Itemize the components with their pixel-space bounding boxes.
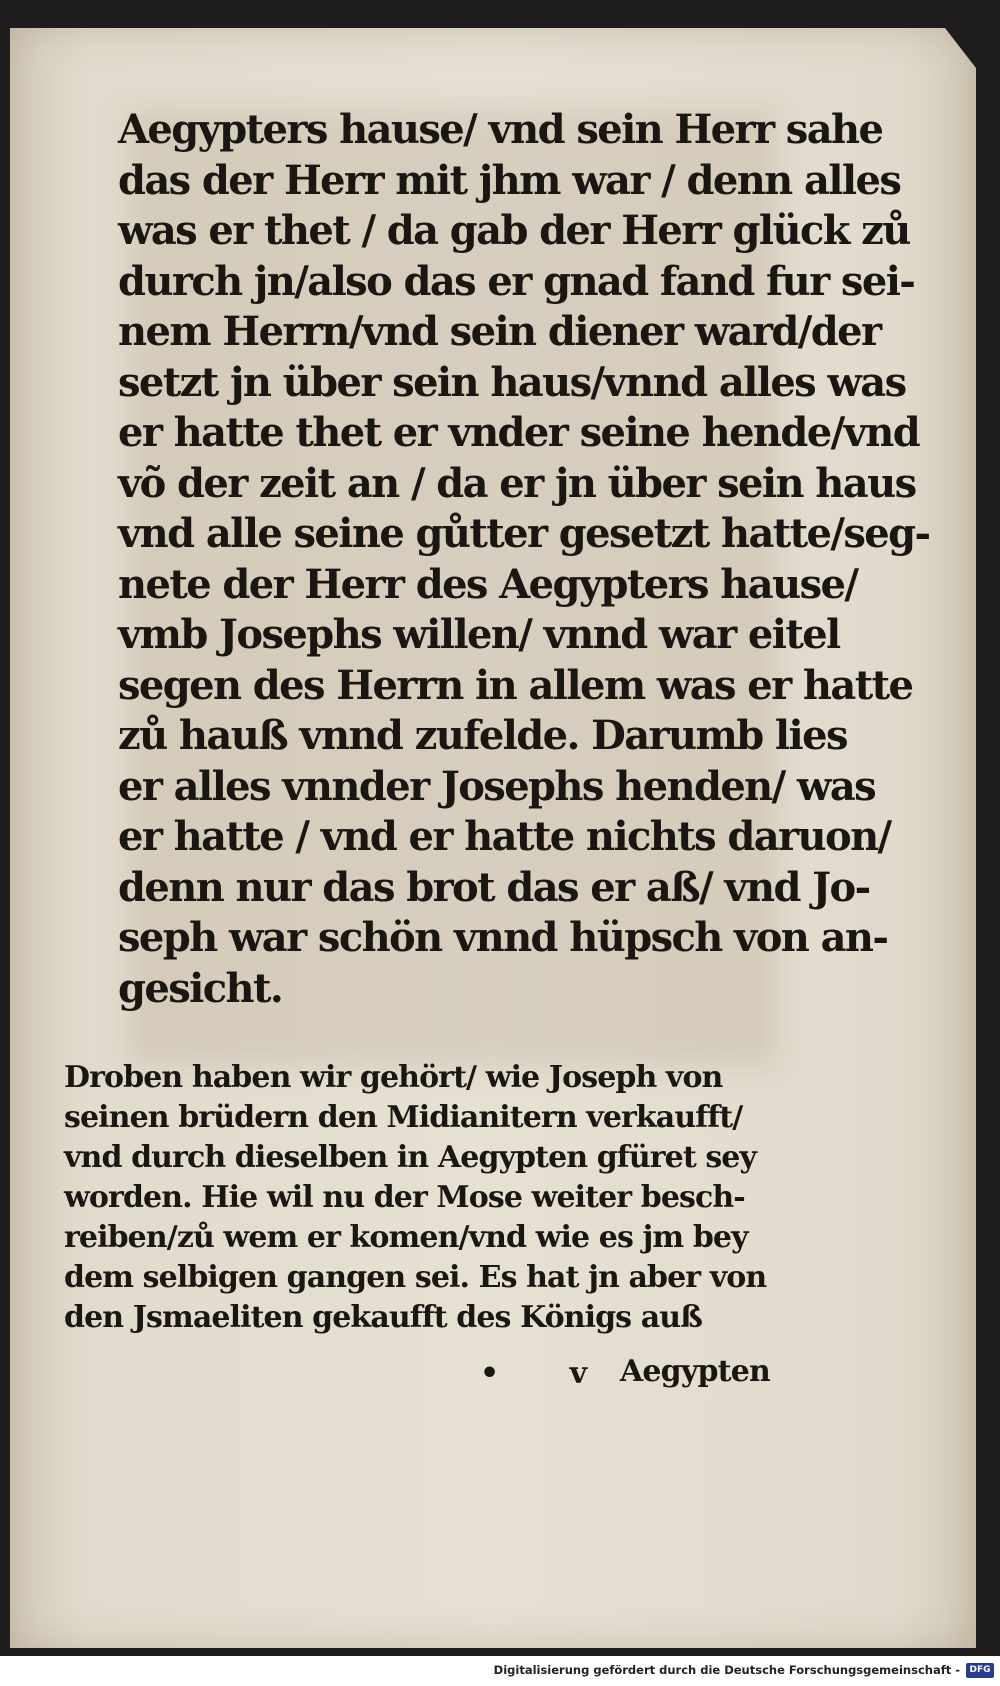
catchword: Aegypten — [619, 1354, 770, 1389]
commentary-line: vnd durch dieselben in Aegypten gfüret sey — [64, 1140, 757, 1175]
commentary-block — [64, 1058, 776, 1338]
commentary-line: worden. Hie wil nu der Mose weiter besch- — [64, 1180, 745, 1215]
footer-bar — [0, 1656, 1000, 1686]
text-line: durch jn/also das er gnad fand fur sei- — [118, 257, 915, 305]
text-line: das der Herr mit jhm war / denn alles — [118, 156, 901, 204]
main-text-block — [118, 105, 930, 1014]
signature-mark: • v — [480, 1356, 618, 1391]
text-line: gesicht. — [118, 964, 283, 1012]
dfg-logo-icon: DFG — [966, 1663, 994, 1678]
text-line: nete der Herr des Aegypters hause/ — [118, 560, 858, 608]
text-line: segen des Herrn in allem was er hatte — [118, 661, 913, 709]
footer-credit: Digitalisierung gefördert durch die Deutsche Forschungsgemeinschaft - — [493, 1663, 960, 1677]
catchline — [480, 1354, 770, 1394]
text-line: er hatte thet er vnder seine hende/vnd — [118, 409, 920, 456]
text-line: was er thet / da gab der Herr glück zů — [118, 207, 910, 254]
commentary-line: reiben/zů wem er komen/vnd wie es jm bey — [64, 1220, 748, 1255]
commentary-line: den Jsmaeliten gekaufft des Königs auß — [64, 1300, 703, 1335]
text-line: nem Herrn/vnd sein diener ward/der — [118, 308, 881, 355]
text-line: vnd alle seine gůtter gesetzt hatte/seg- — [118, 510, 930, 557]
text-line: Aegypters hause/ vnd sein Herr sahe — [118, 106, 883, 153]
commentary-line: seinen brüdern den Midianitern verkaufft/ — [64, 1100, 743, 1135]
text-line: võ der zeit an / da er jn über sein haus — [118, 459, 916, 507]
text-line: er hatte / vnd er hatte nichts daruon/ — [118, 813, 891, 860]
commentary-line: Droben haben wir gehört/ wie Joseph von — [64, 1060, 723, 1095]
text-line: zů hauß vnnd zufelde. Darumb lies — [118, 712, 847, 759]
text-line: er alles vnnder Josephs henden/ was — [118, 762, 876, 810]
text-line: vmb Josephs willen/ vnnd war eitel — [118, 611, 840, 658]
text-line: seph war schön vnnd hüpsch von an- — [118, 914, 888, 961]
text-line: denn nur das brot das er aß/ vnd Jo- — [118, 863, 870, 911]
commentary-line: dem selbigen gangen sei. Es hat jn aber von — [64, 1260, 767, 1295]
text-line: setzt jn über sein haus/vnnd alles was — [118, 358, 906, 406]
